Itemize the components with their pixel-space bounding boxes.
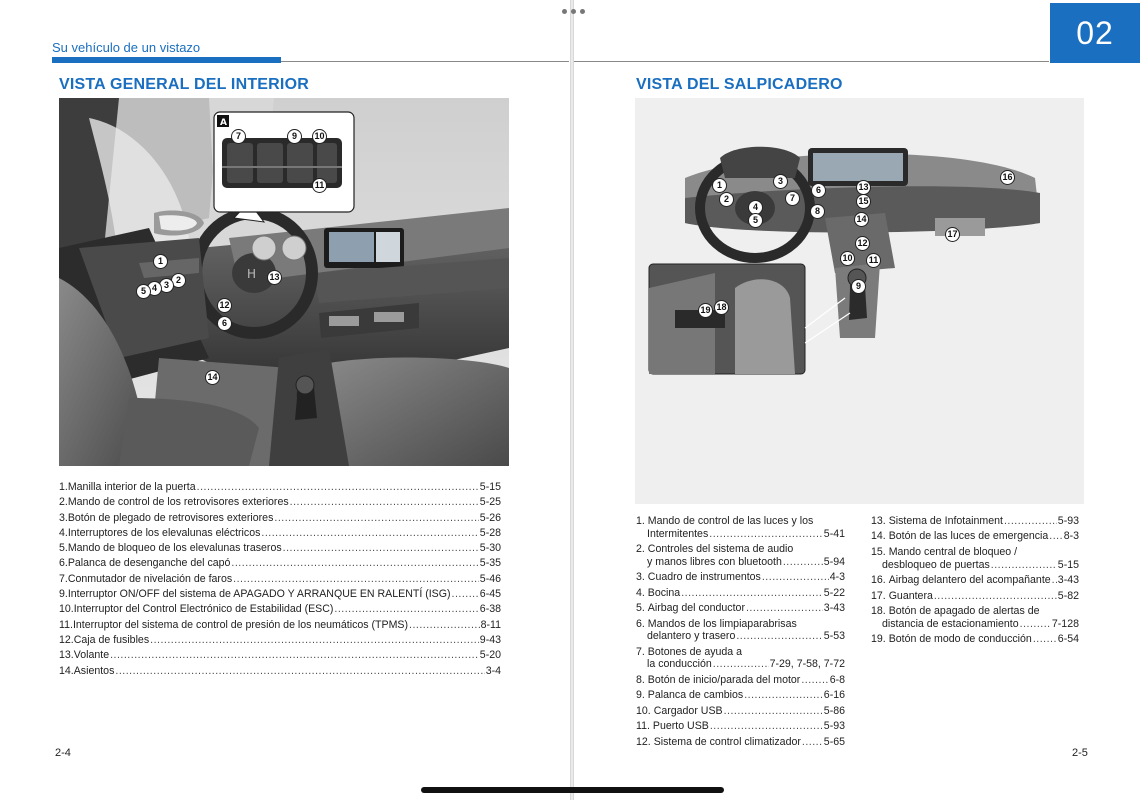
legend-item-number: 1. [59, 481, 68, 493]
legend-item [59, 526, 501, 541]
callout-7: 7 [785, 191, 800, 206]
leader-dots [713, 658, 769, 671]
legend-item-page: 5-25 [479, 496, 501, 509]
legend-item-text: Cuadro de instrumentos [647, 571, 761, 584]
leader-dots [231, 556, 478, 571]
callout-3: 3 [773, 174, 788, 189]
legend-item-text: Intermitentes [647, 527, 709, 540]
svg-text:H: H [247, 267, 257, 281]
legend-item-text: Mando de control de las luces y los [647, 515, 814, 527]
legend-item-line1 [871, 633, 1079, 646]
legend-item-text: Botón de apagado de alertas de [888, 605, 1040, 618]
legend-item [59, 664, 501, 679]
legend-item [636, 689, 845, 702]
legend-item-number: 7. [59, 572, 68, 585]
legend-item-line1 [871, 515, 1079, 528]
leader-dots [802, 736, 823, 749]
more-options-icon[interactable] [558, 6, 588, 16]
legend-item-line1 [636, 674, 845, 687]
legend-item-line1 [636, 515, 845, 528]
callout-14: 14 [854, 212, 869, 227]
leader-dots [274, 511, 478, 526]
legend-item-page: 5-15 [479, 481, 501, 493]
legend-item-page: 6-45 [479, 588, 501, 601]
leader-dots [197, 480, 479, 495]
legend-item-text: Bocina [647, 586, 681, 599]
leader-dots [744, 689, 823, 702]
legend-item-page: 5-22 [823, 586, 845, 599]
callout-2: 2 [719, 192, 734, 207]
legend-item-text: Mandos de los limpiaparabrisas [647, 617, 797, 630]
legend-item-text: distancia de estacionamiento [882, 617, 1019, 630]
legend-item-text: Mando central de bloqueo / [888, 545, 1018, 558]
leader-dots [1052, 574, 1057, 587]
legend-item [636, 571, 845, 584]
legend-item-page: 9-43 [479, 633, 501, 646]
legend-item-number: 13. [59, 649, 74, 662]
leader-dots [934, 590, 1057, 603]
dashboard-illustration [635, 98, 1084, 504]
legend-item-page: 6-8 [829, 673, 845, 686]
legend-item [636, 515, 845, 540]
legend-item-number: 6. [59, 557, 68, 570]
callout-10: 10 [312, 129, 327, 144]
legend-item-line1 [636, 736, 845, 749]
leader-dots [334, 602, 478, 617]
page-title: VISTA GENERAL DEL INTERIOR [59, 76, 309, 93]
legend-item-line1 [636, 618, 845, 631]
leader-dots [233, 572, 479, 587]
legend-item-text: Manilla interior de la puerta [67, 481, 196, 493]
legend-item-number: 19. [871, 633, 886, 646]
legend-item [871, 574, 1079, 587]
legend-item-text: Botón de plegado de retrovisores exteriores [67, 511, 274, 524]
callout-6: 6 [811, 183, 826, 198]
legend-item [59, 572, 501, 587]
legend-item-page: 5-28 [479, 526, 501, 539]
legend-item-number: 14. [871, 530, 886, 543]
legend-item-page: 5-82 [1057, 589, 1079, 602]
leader-dots [150, 633, 479, 648]
legend-item-page: 5-15 [1057, 558, 1079, 571]
legend-item-number: 2. [59, 496, 68, 509]
callout-5: 5 [748, 213, 763, 228]
leader-dots [1020, 618, 1051, 631]
legend-item-text: Guantera [888, 589, 933, 602]
section-header: Su vehículo de un vistazo [52, 40, 201, 55]
legend-item-text: Botón de modo de conducción [888, 633, 1032, 646]
callout-9: 9 [851, 279, 866, 294]
chapter-tab: 02 [1050, 3, 1140, 63]
home-indicator-bar[interactable] [421, 787, 724, 793]
leader-dots [724, 705, 823, 718]
legend-item-number: 14. [59, 664, 74, 677]
legend-item-line1 [636, 602, 845, 615]
callout-19: 19 [698, 303, 713, 318]
callout-7: 7 [231, 129, 246, 144]
legend-item [636, 674, 845, 687]
legend-item-number: 9. [636, 689, 645, 702]
legend-item-page: 5-30 [479, 542, 501, 555]
leader-dots [452, 587, 479, 602]
callout-1: 1 [712, 178, 727, 193]
legend-item-number: 17. [871, 589, 886, 602]
legend-item-text: Palanca de cambios [647, 689, 744, 702]
legend-item-line1 [636, 705, 845, 718]
legend-item-number: 5. [59, 542, 68, 555]
left-page [0, 0, 572, 800]
legend-item-number: 5. [636, 602, 645, 615]
callout-17: 17 [945, 227, 960, 242]
legend-item-text: Airbag delantero del acompañante [888, 574, 1051, 587]
leader-dots [1004, 515, 1057, 528]
legend-item [636, 705, 845, 718]
legend-item-text: Conmutador de nivelación de faros [67, 572, 233, 585]
legend-item-text: Caja de fusibles [73, 633, 150, 646]
legend-item-page: 5-86 [823, 704, 845, 717]
legend-item-line1 [871, 574, 1079, 587]
legend-item-number: 13. [871, 515, 886, 527]
leader-dots [991, 559, 1057, 572]
legend-item-line2 [636, 630, 845, 643]
leader-dots [762, 571, 829, 584]
callout-12: 12 [855, 236, 870, 251]
legend-item-number: 4. [636, 586, 645, 599]
legend-item [636, 720, 845, 733]
legend-item-page: 5-20 [479, 649, 501, 662]
legend-item [59, 556, 501, 571]
legend-item [59, 480, 501, 495]
leader-dots [283, 541, 479, 556]
legend-item [59, 541, 501, 556]
page-title: VISTA DEL SALPICADERO [636, 76, 843, 93]
legend-item-page: 6-16 [823, 689, 845, 702]
callout-11: 11 [312, 178, 327, 193]
legend-item [59, 602, 501, 617]
header-accent-bar [52, 57, 281, 63]
legend-item-text: Airbag del conductor [647, 602, 745, 615]
callout-1: 1 [153, 254, 168, 269]
legend-item-number: 9. [59, 588, 68, 601]
callout-6: 6 [217, 316, 232, 331]
legend-item-line1 [636, 689, 845, 702]
legend-item-page: 5-41 [823, 527, 845, 540]
legend-item-line1 [636, 571, 845, 584]
leader-dots [290, 495, 479, 510]
legend-item-text: delantero y trasero [647, 630, 736, 643]
legend-item-text: Interruptor ON/OFF del sistema de APAGADO Y ARRANQUE EN RALENTÍ (ISG) [67, 588, 451, 601]
legend-item-text: y manos libres con bluetooth [647, 555, 782, 568]
legend-item-number: 7. [636, 645, 645, 658]
leader-dots [110, 648, 479, 663]
legend-item-number: 11. [59, 618, 73, 631]
callout-5: 5 [136, 284, 151, 299]
legend-item-line2 [636, 658, 845, 671]
callout-4: 4 [147, 281, 162, 296]
legend-item-line1 [871, 546, 1079, 559]
callout-8: 8 [810, 204, 825, 219]
legend-item-page: 5-35 [479, 557, 501, 570]
callout-12: 12 [217, 298, 232, 313]
legend-item-number: 12. [59, 633, 74, 646]
legend-item-text: Sistema de Infotainment [888, 515, 1003, 527]
legend-item-number: 8. [636, 673, 645, 686]
page-number: 2-5 [1072, 747, 1088, 759]
legend-item-number: 2. [636, 543, 645, 556]
legend-item-page: 4-3 [829, 571, 845, 584]
legend-item-text: Mando de bloqueo de los elevalunas traseros [67, 542, 282, 555]
legend-item-page: 5-65 [823, 735, 845, 748]
leader-dots [709, 528, 823, 541]
right-legend-col2 [871, 515, 1079, 649]
legend-item-text: Mando de control de los retrovisores exteriores [67, 496, 289, 509]
legend-item-text: Interruptor del sistema de control de presión de los neumáticos (TPMS) [72, 618, 408, 631]
legend-item [871, 530, 1079, 543]
legend-item-line1 [636, 543, 845, 556]
legend-item [59, 587, 501, 602]
legend-item-number: 3. [59, 511, 68, 524]
legend-item [59, 618, 501, 633]
page-number: 2-4 [55, 747, 71, 759]
callout-16: 16 [1000, 170, 1015, 185]
leader-dots [1049, 530, 1062, 543]
legend-item-text: Puerto USB [652, 720, 709, 733]
legend-item-text: Cargador USB [653, 704, 723, 717]
leader-dots [1033, 633, 1057, 646]
legend-item-text: Interruptor del Control Electrónico de Estabilidad (ESC) [73, 603, 334, 616]
legend-item-text: Volante [73, 649, 110, 662]
legend-item-text: la conducción [647, 658, 712, 671]
legend-item [636, 587, 845, 600]
legend-item-number: 1. [636, 515, 645, 527]
legend-item-text: desbloqueo de puertas [882, 558, 990, 571]
callout-4: 4 [748, 200, 763, 215]
leader-dots [115, 664, 484, 679]
interior-illustration [59, 98, 509, 466]
legend-item-text: Asientos [73, 664, 115, 677]
legend-item-line2 [871, 618, 1079, 631]
legend-item-number: 11. [636, 720, 650, 733]
legend-item-number: 10. [636, 704, 651, 717]
legend-item-line1 [871, 590, 1079, 603]
leader-dots [710, 720, 823, 733]
legend-item-page: 5-26 [479, 511, 501, 524]
legend-item-page: 6-38 [479, 603, 501, 616]
callout-15: 15 [856, 194, 871, 209]
callout-18: 18 [714, 300, 729, 315]
callout-10: 10 [840, 251, 855, 266]
legend-item [871, 590, 1079, 603]
legend-item-page: 8-11 [480, 618, 501, 631]
legend-item [636, 543, 845, 568]
legend-item-text: Interruptores de los elevalunas eléctricos [67, 526, 261, 539]
legend-item-number: 4. [59, 526, 68, 539]
header-rule [573, 61, 1049, 62]
legend-item-number: 3. [636, 571, 645, 584]
legend-item-page: 5-46 [479, 572, 501, 585]
leader-dots [736, 630, 822, 643]
legend-item-number: 16. [871, 574, 886, 587]
header-rule [281, 61, 569, 62]
legend-item-text: Botón de inicio/parada del motor [647, 673, 801, 686]
legend-item-line2 [636, 528, 845, 541]
interior-photo [59, 98, 509, 466]
legend-item [636, 736, 845, 749]
legend-item [871, 515, 1079, 528]
leader-dots [783, 556, 823, 569]
book-gutter [570, 0, 574, 800]
legend-item [59, 495, 501, 510]
legend-item-text: Sistema de control climatizador [653, 735, 801, 748]
legend-item-number: 10. [59, 603, 74, 616]
right-page [573, 0, 1145, 800]
legend-item-line1 [871, 605, 1079, 618]
leader-dots [261, 526, 478, 541]
legend-item-text: Botón de las luces de emergencia [888, 530, 1049, 543]
leader-dots [409, 618, 480, 633]
legend-item-line1 [636, 587, 845, 600]
legend-item [636, 618, 845, 643]
legend-item-page: 5-94 [823, 555, 845, 568]
legend-item [636, 646, 845, 671]
legend-item-line1 [636, 646, 845, 659]
legend-item-line2 [871, 559, 1079, 572]
legend-item-number: 15. [871, 545, 886, 558]
legend-item-text: Controles del sistema de audio [647, 543, 794, 556]
legend-item-line1 [871, 530, 1079, 543]
right-legend-col1 [636, 515, 845, 751]
legend-item-page: 3-43 [823, 602, 845, 615]
callout-14: 14 [205, 370, 220, 385]
leader-dots [801, 674, 828, 687]
legend-item-line1 [636, 720, 845, 733]
legend-item [871, 546, 1079, 571]
legend-item-page: 8-3 [1063, 530, 1079, 543]
dashboard-photo [635, 98, 1084, 504]
legend-item [871, 605, 1079, 630]
legend-item-text: Palanca de desenganche del capó [67, 557, 231, 570]
legend-item-number: 12. [636, 735, 651, 748]
left-legend-list [59, 480, 501, 679]
callout-9: 9 [287, 129, 302, 144]
legend-item-line2 [636, 556, 845, 569]
callout-13: 13 [267, 270, 282, 285]
legend-item [871, 633, 1079, 646]
legend-item [59, 633, 501, 648]
callout-2: 2 [171, 273, 186, 288]
legend-item-page: 5-93 [1057, 515, 1079, 527]
legend-item [59, 648, 501, 663]
callout-13: 13 [856, 180, 871, 195]
legend-item-page: 7-128 [1051, 617, 1079, 630]
legend-item-number: 6. [636, 617, 645, 630]
legend-item [636, 602, 845, 615]
legend-item-page: 7-29, 7-58, 7-72 [769, 658, 845, 671]
leader-dots [681, 587, 823, 600]
legend-item-page: 3-4 [485, 664, 501, 677]
callout-3: 3 [159, 278, 174, 293]
svg-text:A: A [220, 118, 227, 128]
legend-item [59, 511, 501, 526]
legend-item-text: Botones de ayuda a [647, 645, 743, 658]
legend-item-number: 18. [871, 605, 886, 618]
legend-item-page: 3-43 [1057, 574, 1079, 587]
callout-11: 11 [866, 253, 881, 268]
leader-dots [746, 602, 823, 615]
legend-item-page: 6-54 [1057, 633, 1079, 646]
legend-item-page: 5-53 [823, 630, 845, 643]
legend-item-page: 5-93 [823, 720, 845, 733]
